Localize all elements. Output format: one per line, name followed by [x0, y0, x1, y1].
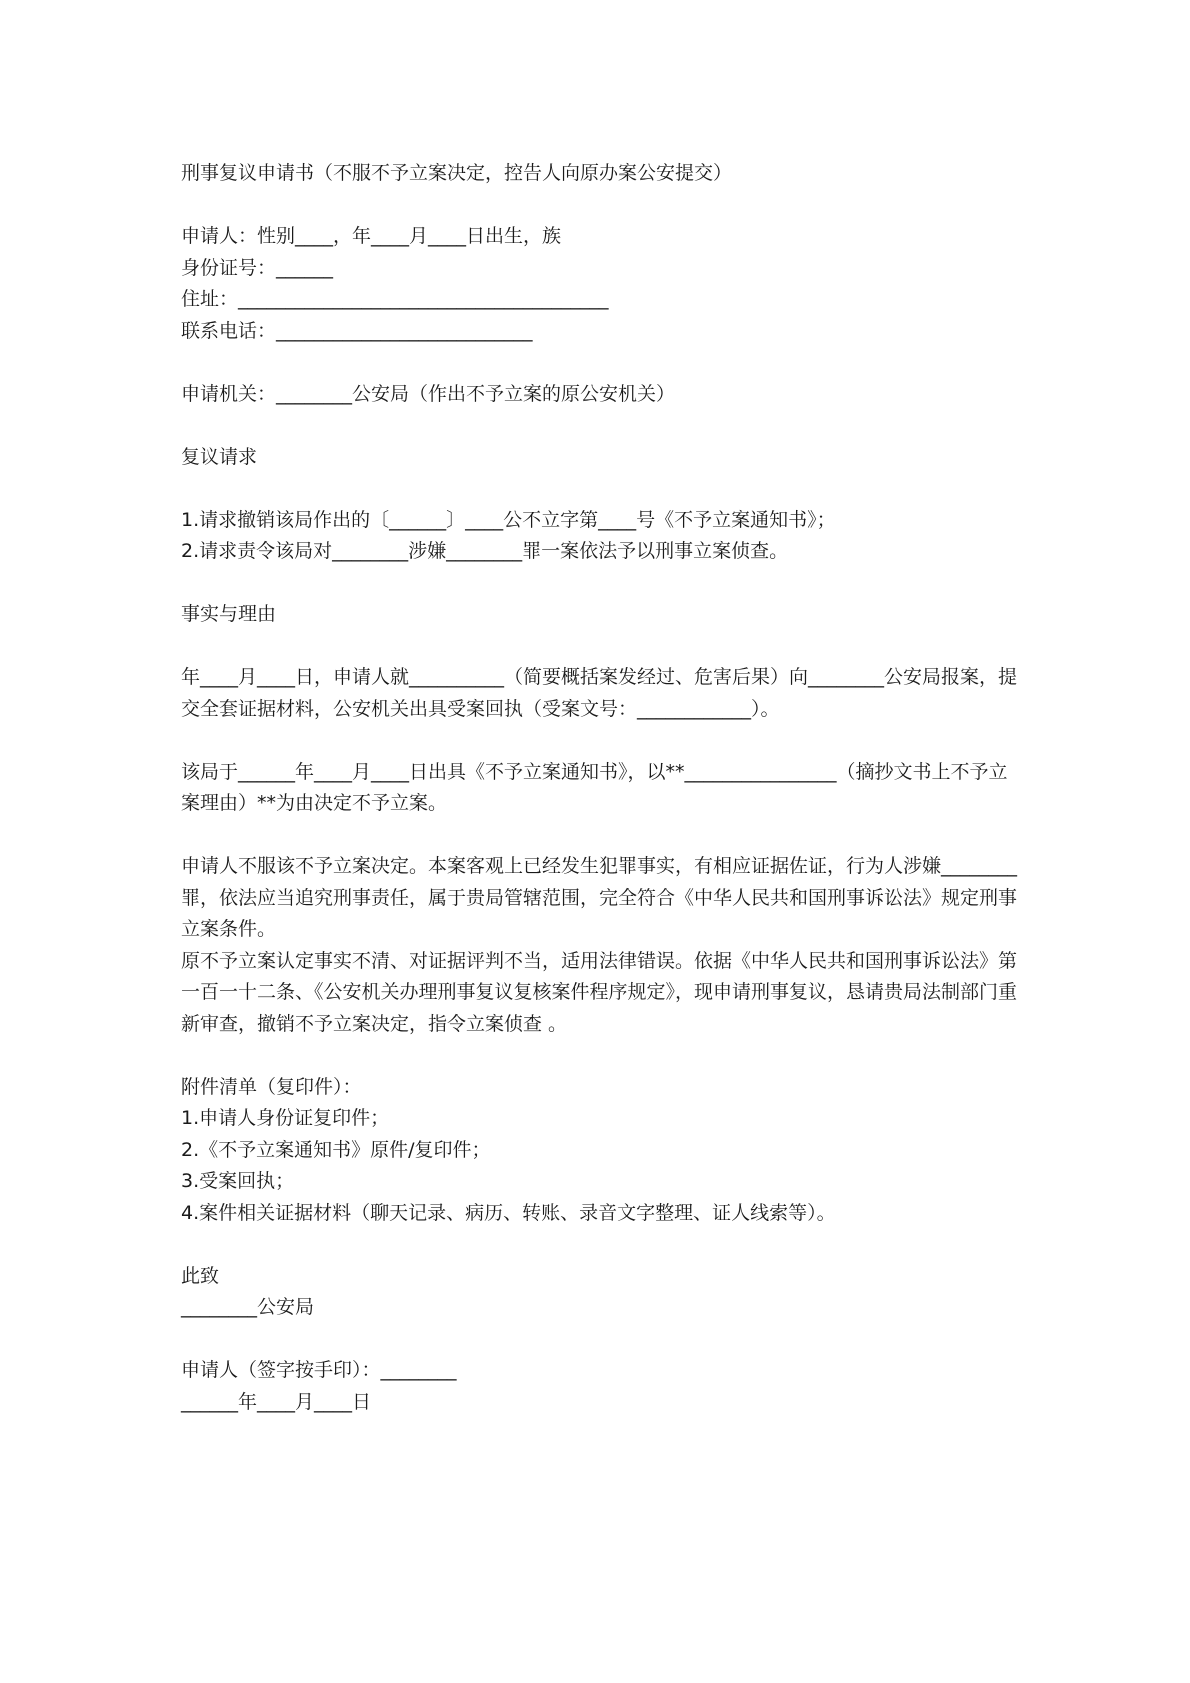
facts-heading: 事实与理由 — [181, 603, 277, 625]
facts-paragraph-4: 原不予立案认定事实不清、对证据评判不当，适用法律错误。依据《中华人民共和国刑事诉讼法》第一百一十二条、《公安机关办理刑事复议复核案件程序规定》，现申请刑事复议，恳请贵局法制部门重新审查，撤销不予立案决定，指令立案侦查 。 — [181, 949, 1018, 1035]
attachments-heading: 附件清单（复印件）： — [181, 1075, 362, 1098]
facts-paragraph-3: 申请人不服该不予立案决定。本案客观上已经发生犯罪事实，有相应证据佐证，行为人涉嫌________罪，依法应当追究刑事责任，属于贵局管辖范围，完全符合《中华人民共和国刑事诉讼法》规定刑事立案条件。 — [181, 855, 1018, 940]
applicant-info-line: 申请人：性别____，年____月____日出生，族 — [181, 225, 562, 247]
facts-paragraph-1: 年____月____日，申请人就__________（简要概括案发经过、危害后果）向________公安局报案，提交全套证据材料，公安机关出具受案回执（受案文号：____________）。 — [181, 666, 1018, 720]
request-heading: 复议请求 — [181, 445, 258, 468]
applicant-phone-line: 联系电话：___________________________ — [181, 319, 533, 342]
document-body — [181, 158, 1021, 1418]
signature-line: 申请人（签字按手印）：________ — [181, 1359, 457, 1381]
attachment-item-2: 2.《不予立案通知书》原件/复印件； — [181, 1138, 491, 1161]
applicant-id-line: 身份证号：______ — [181, 256, 334, 279]
facts-paragraph-2: 该局于______年____月____日出具《不予立案通知书》，以**________________（摘抄文书上不予立案理由）**为由决定不予立案。 — [181, 760, 1008, 814]
closing-salutation: 此致 — [181, 1264, 220, 1287]
request-item-1: 1.请求撤销该局作出的〔______〕____公不立字第____号《不予立案通知书》； — [181, 508, 836, 531]
applicant-address-line: 住址：_______________________________________ — [181, 288, 609, 310]
date-line: ______年____月____日 — [181, 1390, 372, 1413]
document-title: 刑事复议申请书（不服不予立案决定，控告人向原办案公安提交） — [181, 162, 733, 184]
closing-recipient: ________公安局 — [181, 1296, 315, 1318]
attachment-item-3: 3.受案回执； — [181, 1170, 295, 1192]
attachment-item-1: 1.申请人身份证复印件； — [181, 1107, 390, 1129]
attachment-item-4: 4.案件相关证据材料（聊天记录、病历、转账、录音文字整理、证人线索等）。 — [181, 1201, 836, 1224]
request-item-2: 2.请求责令该局对________涉嫌________罪一案依法予以刑事立案侦查。 — [181, 540, 789, 562]
agency-line: 申请机关：________公安局（作出不予立案的原公安机关） — [181, 382, 676, 405]
